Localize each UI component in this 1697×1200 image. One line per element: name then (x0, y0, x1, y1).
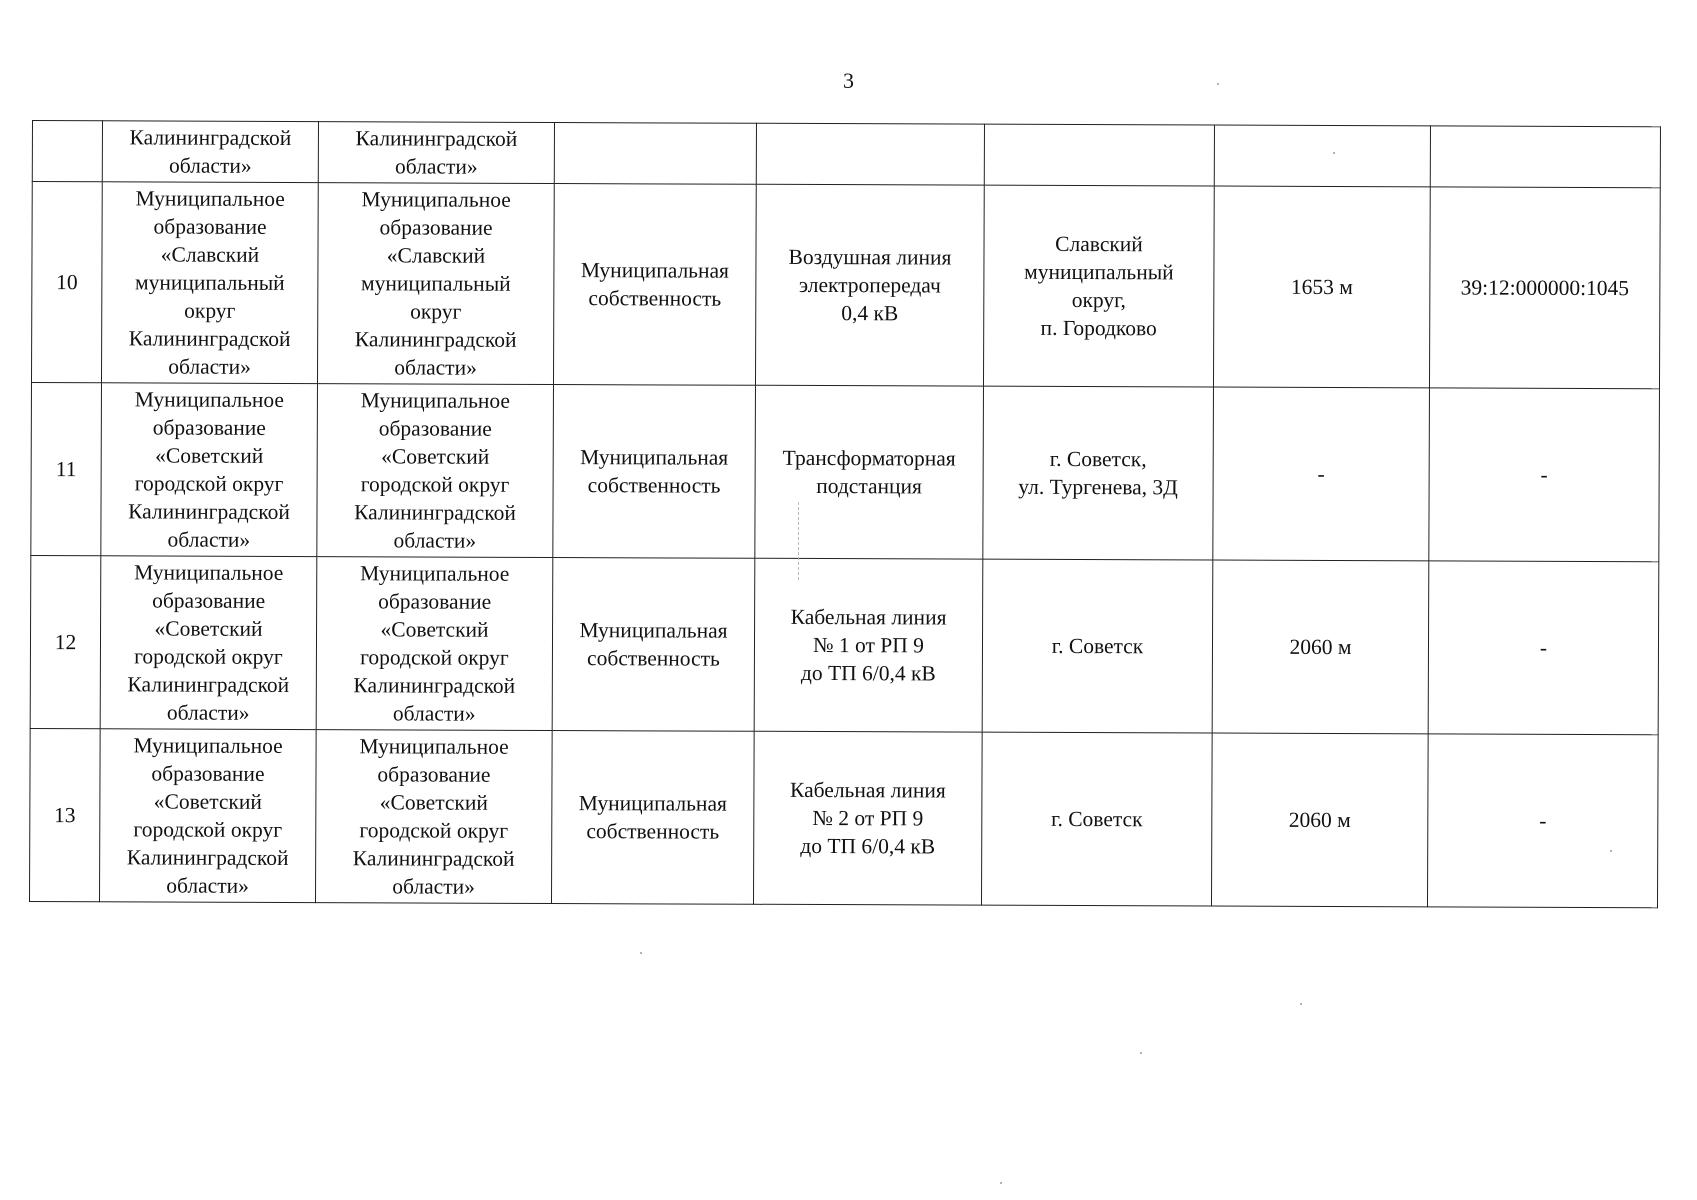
holder-cell: Муниципальное образование «Советский городской округ Калининградской области» (317, 384, 554, 558)
scan-speck (1300, 1003, 1302, 1005)
scan-artifact (798, 502, 800, 580)
cadastral-number-cell: - (1429, 388, 1660, 562)
scan-speck (1217, 83, 1219, 85)
owner-cell: Муниципальное образование «Советский городской округ Калининградской области» (101, 383, 318, 557)
holder-cell: Калининградской области» (318, 122, 554, 184)
owner-cell: Муниципальное образование «Советский городской округ Калининградской области» (100, 556, 317, 730)
row-number-cell: 11 (31, 383, 102, 556)
table-row (29, 728, 1658, 907)
holder-cell: Муниципальное образование «Советский городской округ Калининградской области» (315, 730, 552, 904)
size-cell: 2060 м (1212, 560, 1429, 734)
table-row (31, 383, 1660, 562)
cadastral-number-cell: - (1427, 734, 1658, 908)
object-cell: Кабельная линия № 2 от РП 9 до ТП 6/0,4 кВ (753, 731, 982, 905)
object-cell: Трансформаторная подстанция (755, 385, 984, 559)
ownership-cell: Муниципальная собственность (553, 385, 756, 559)
owner-cell: Муниципальное образование «Славский муниципальный округ Калининградской области» (101, 182, 318, 384)
row-number-cell: 13 (29, 728, 100, 901)
scan-speck (1610, 850, 1612, 852)
address-cell (984, 124, 1214, 186)
ownership-cell: Муниципальная собственность (553, 184, 756, 386)
size-cell (1214, 125, 1430, 187)
address-cell: Славский муниципальный округ, п. Городково (983, 185, 1214, 387)
object-cell: Кабельная линия № 1 от РП 9 до ТП 6/0,4 кВ (754, 558, 983, 732)
object-cell (756, 123, 984, 185)
size-cell: 1653 м (1213, 186, 1430, 388)
ownership-cell: Муниципальная собственность (552, 558, 755, 732)
ownership-cell: Муниципальная собственность (551, 731, 754, 905)
owner-cell: Калининградской области» (102, 121, 318, 183)
property-table (29, 120, 1661, 908)
row-number-cell: 12 (30, 555, 101, 728)
scan-speck (1000, 1182, 1002, 1184)
address-cell: г. Советск (982, 559, 1213, 733)
object-cell: Воздушная линия электропередач 0,4 кВ (755, 184, 984, 386)
size-cell: - (1213, 387, 1430, 561)
cadastral-number-cell: - (1428, 561, 1659, 735)
table-row (31, 182, 1660, 389)
scan-speck (1140, 1052, 1142, 1054)
page-number: 3 (843, 68, 854, 93)
owner-cell: Муниципальное образование «Советский городской округ Калининградской области» (99, 729, 316, 903)
holder-cell: Муниципальное образование «Славский муниципальный округ Калининградской области» (317, 183, 554, 385)
address-cell: г. Советск (981, 732, 1212, 906)
size-cell: 2060 м (1211, 733, 1428, 907)
table-row (30, 555, 1659, 734)
cadastral-number-cell: 39:12:000000:1045 (1429, 187, 1660, 389)
scan-speck (640, 952, 642, 954)
row-number-cell (32, 121, 102, 182)
holder-cell: Муниципальное образование «Советский городской округ Калининградской области» (316, 557, 553, 731)
cadastral-number-cell (1430, 126, 1660, 188)
table-row (32, 121, 1660, 188)
ownership-cell (554, 123, 756, 185)
address-cell: г. Советск, ул. Тургенева, 3Д (983, 386, 1214, 560)
scan-speck (1333, 152, 1335, 154)
row-number-cell: 10 (31, 182, 102, 383)
